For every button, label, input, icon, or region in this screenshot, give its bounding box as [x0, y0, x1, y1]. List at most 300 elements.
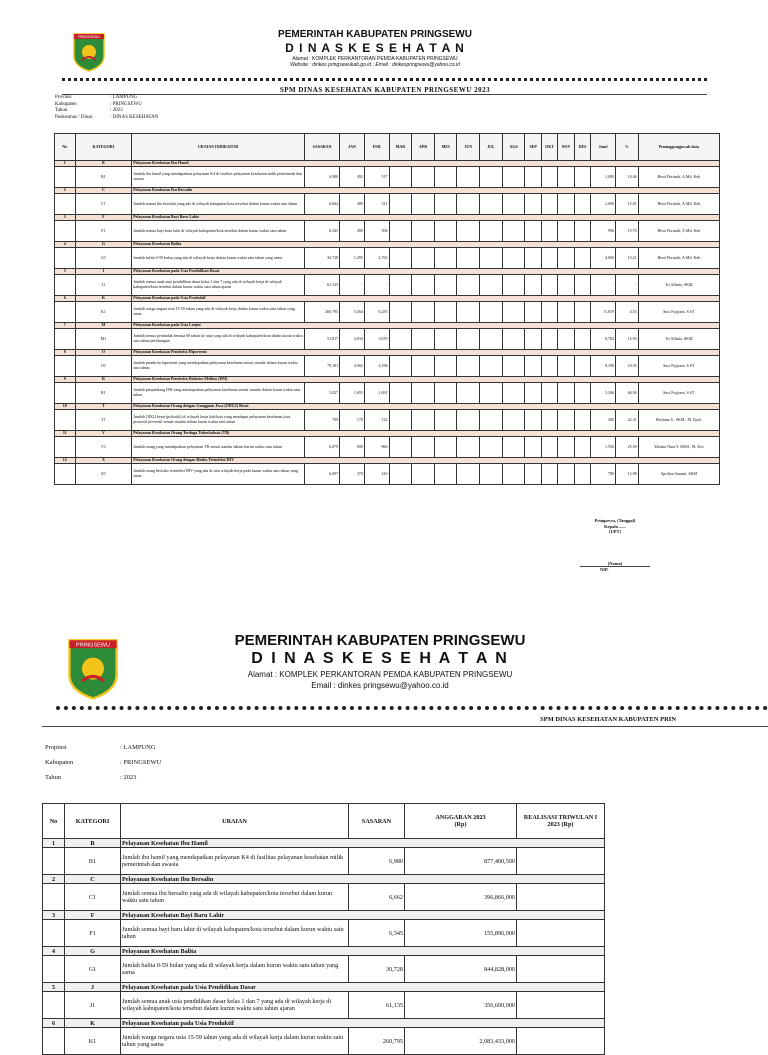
row-no: 5: [55, 269, 76, 275]
column-header: URAIAN INDIKATOR: [132, 134, 305, 161]
juml-value: 780: [591, 464, 616, 485]
dept-title: D I N A S K E S E H A T A N: [251, 650, 509, 667]
meta-label: Tahun: [45, 774, 62, 781]
indicator-row: [55, 194, 720, 215]
month-empty: [457, 329, 480, 350]
month-empty: [541, 275, 557, 296]
month-empty: [480, 167, 503, 188]
indicator-row: [43, 848, 605, 875]
month-empty: [412, 194, 435, 215]
pringsewu-logo-icon: [66, 634, 120, 700]
category-row: [43, 839, 605, 848]
meta-row: [55, 95, 138, 102]
month-empty: [389, 437, 412, 458]
category-code: O: [75, 350, 132, 356]
meta-label: Provinsi: [55, 95, 72, 100]
month-empty: [502, 221, 525, 242]
month-empty: [558, 167, 574, 188]
pct-value: 10.35: [615, 356, 638, 377]
row-no-empty: [55, 437, 76, 458]
month-empty: [558, 275, 574, 296]
sasaran-value: 79,181: [305, 356, 340, 377]
column-header: OKT: [541, 134, 557, 161]
anggaran-value: 155,896,000: [405, 920, 517, 947]
meta-label: Kabupaten: [55, 101, 77, 107]
month-empty: [502, 329, 525, 350]
row-no-empty: [55, 275, 76, 296]
header-divider: [62, 78, 707, 81]
column-header: Penanggungjawab data: [638, 134, 719, 161]
month-empty: [502, 275, 525, 296]
indicator-desc: Jumlah semua ibu bersalin yang ada di wilayah kabupaten/kota tersebut dalam kurun waktu satu tahun: [121, 884, 349, 911]
month-empty: [502, 383, 525, 404]
meta-value: : LAMPUNG: [120, 744, 156, 751]
month-empty: [457, 194, 480, 215]
row-no-empty: [55, 167, 76, 188]
jan-value: 3,034: [340, 329, 365, 350]
juml-value: 6,704: [591, 329, 616, 350]
anggaran-value: 396,866,000: [405, 884, 517, 911]
month-empty: [434, 248, 457, 269]
indicator-desc: Jumlah warga negara usia 15-59 tahun yang ada di wilayah kerja dalam kurun waktu satu tahun yang sama: [121, 1028, 349, 1055]
category-code: K: [75, 296, 132, 302]
indicator-row: [55, 221, 720, 242]
row-no: 3: [55, 215, 76, 221]
juml-value: 8,198: [591, 356, 616, 377]
row-no-empty: [55, 464, 76, 485]
feb-value: 3,670: [364, 329, 389, 350]
month-empty: [412, 329, 435, 350]
month-empty: [412, 383, 435, 404]
sasaran-value: 61,135: [305, 275, 340, 296]
anggaran-value: 844,828,000: [405, 956, 517, 983]
month-empty: [541, 167, 557, 188]
feb-value: 506: [364, 221, 389, 242]
juml-value: 3,346: [591, 383, 616, 404]
pj-value: Suci Fujiyani, S.ST: [638, 356, 719, 377]
indicator-desc: Jumlah orang yang mendapatkan pelayanan TB sesuai standar dalam kurun waktu satu tahun: [132, 437, 305, 458]
category-row: [43, 983, 605, 992]
sasaran-value: 260,795: [349, 1028, 405, 1055]
row-no-empty: [43, 848, 65, 875]
row-no-empty: [55, 410, 76, 431]
meta-block: [55, 95, 159, 121]
indicator-desc: Jumlah orang berisiko terinfeksi HIV yang ada di satu wilayah kerja pada kurun waktu satu tahun yang sama: [132, 464, 305, 485]
pct-value: 14.46: [615, 167, 638, 188]
column-header: Juml: [591, 134, 616, 161]
sign-place-date: Pringsewu, (Tanggal): [594, 518, 636, 523]
month-empty: [434, 464, 457, 485]
pj-value: Yuliana Nina Y. SKM., M. Kes: [638, 437, 719, 458]
meta-value: : 2023: [120, 774, 137, 781]
category-title: Pelayanan Kesehatan Ibu Bersalin: [132, 188, 720, 194]
category-code: T: [75, 404, 132, 410]
indicator-row: [43, 884, 605, 911]
month-empty: [502, 464, 525, 485]
logo-text: PRINGSEWU: [76, 642, 110, 649]
month-empty: [574, 302, 590, 323]
column-header: DES: [574, 134, 590, 161]
month-empty: [541, 383, 557, 404]
meta-label: Tahun: [55, 108, 68, 114]
feb-value: 4,196: [364, 356, 389, 377]
meta-value: : DINAS KESEHATAN: [110, 114, 159, 120]
category-title: Pelayanan Kesehatan Balita: [121, 947, 605, 956]
indicator-desc: Jumlah semua ibu bersalin yang ada di wilayah kabupaten/kota tersebut dalam kurun waktu satu tahun: [132, 194, 305, 215]
indicator-code: T1: [75, 410, 132, 431]
column-header: SASARAN: [305, 134, 340, 161]
month-empty: [457, 437, 480, 458]
juml-value: 300: [591, 410, 616, 431]
indicator-desc: Jumlah ODGJ berat (psikotik) di wilayah kerja kab/kota yang mendapat pelayanan kesehatan jiwa promotif preventif sesuai standar dalam kurun waktu satu tahun: [132, 410, 305, 431]
meta-row: [45, 755, 162, 770]
indicator-code: X1: [75, 464, 132, 485]
indicator-code: F1: [65, 920, 121, 947]
month-empty: [412, 275, 435, 296]
category-title: Pelayanan Kesehatan Orang dengan Risiko Terinfeksi HIV: [132, 458, 720, 464]
row-no: 6: [43, 1019, 65, 1028]
feb-value: 410: [364, 464, 389, 485]
month-empty: [457, 302, 480, 323]
feb-value: 122: [364, 410, 389, 431]
sign-role: Kepala ......: [604, 523, 626, 529]
indicator-desc: Jumlah warga negara usia 15-59 tahun yang ada di wilayah kerja dalam kurun waktu satu tahun yang sama: [132, 302, 305, 323]
category-title: Pelayanan Kesehatan Balita: [132, 242, 720, 248]
sasaran-value: 6,007: [305, 464, 340, 485]
category-code: G: [75, 242, 132, 248]
sasaran-value: 709: [305, 410, 340, 431]
month-empty: [389, 194, 412, 215]
meta-label: Propinsi: [45, 744, 67, 751]
month-empty: [574, 464, 590, 485]
indicator-desc: Jumlah penderita hipertensi yang mendapatkan pelayanan kesehatan sesuai standar dalam kurun waktu satu tahun: [132, 356, 305, 377]
category-code: B: [75, 161, 132, 167]
month-empty: [525, 275, 541, 296]
month-empty: [457, 167, 480, 188]
month-empty: [480, 221, 503, 242]
report-sheet-2: [0, 600, 768, 1048]
category-code: V: [75, 431, 132, 437]
column-header: REALISASI TRIWULAN I 2023 (Rp): [517, 804, 605, 839]
month-empty: [434, 194, 457, 215]
report-title: SPM DINAS KESEHATAN KABUPATEN PRIN: [540, 716, 677, 723]
month-empty: [541, 464, 557, 485]
row-no: 6: [55, 296, 76, 302]
jan-value: 178: [340, 410, 365, 431]
pj-value: Hesti Fitriasih, A.Md. Keb: [638, 248, 719, 269]
row-no: 11: [55, 431, 76, 437]
sasaran-value: 6,345: [349, 920, 405, 947]
month-empty: [525, 464, 541, 485]
pct-value: 66.56: [615, 383, 638, 404]
indicator-row: [55, 329, 720, 350]
indicator-row: [55, 248, 720, 269]
month-empty: [389, 248, 412, 269]
indicator-row: [55, 437, 720, 458]
category-title: Pelayanan Kesehatan Bayi Baru Lahir: [121, 911, 605, 920]
month-empty: [412, 356, 435, 377]
juml-value: 1,550: [591, 437, 616, 458]
sign-unit: (UPT): [609, 529, 621, 534]
category-title: Pelayanan Kesehatan Bayi Baru Lahir: [132, 215, 720, 221]
row-no: 4: [43, 947, 65, 956]
column-header: APR: [412, 134, 435, 161]
month-empty: [389, 302, 412, 323]
column-header: ANGGARAN 2023 (Rp): [405, 804, 517, 839]
month-empty: [525, 194, 541, 215]
realisasi-empty: [517, 920, 605, 947]
row-no-empty: [55, 383, 76, 404]
juml-value: 996: [591, 221, 616, 242]
feb-value: 860: [364, 437, 389, 458]
indicator-code: C1: [75, 194, 132, 215]
category-title: Pelayanan Kesehatan Penderita Hipertensi: [132, 350, 720, 356]
feb-value: 511: [364, 194, 389, 215]
category-code: J: [65, 983, 121, 992]
indicator-row: [55, 167, 720, 188]
month-empty: [541, 248, 557, 269]
category-code: X: [75, 458, 132, 464]
meta-row: [45, 740, 156, 755]
column-header: JUN: [457, 134, 480, 161]
row-no: 3: [43, 911, 65, 920]
column-header: No: [55, 134, 76, 161]
row-no-empty: [43, 956, 65, 983]
month-empty: [541, 302, 557, 323]
meta-value: : LAMPUNG: [110, 95, 138, 100]
month-empty: [574, 356, 590, 377]
month-empty: [525, 248, 541, 269]
month-empty: [525, 302, 541, 323]
row-no: 2: [43, 875, 65, 884]
month-empty: [434, 383, 457, 404]
column-header: FEB: [364, 134, 389, 161]
indicator-code: B1: [65, 848, 121, 875]
row-no-empty: [55, 221, 76, 242]
realisasi-empty: [517, 1028, 605, 1055]
indicator-code: M1: [75, 329, 132, 350]
pj-value: Suci Fujiyani, S.ST: [638, 383, 719, 404]
row-no-empty: [55, 302, 76, 323]
month-empty: [558, 410, 574, 431]
month-empty: [480, 437, 503, 458]
sign-name: (Nama): [607, 560, 623, 566]
anggaran-value: 2,083,433,000: [405, 1028, 517, 1055]
pct-value: 4.53: [615, 302, 638, 323]
title-underline: [42, 726, 768, 727]
signature-block: [580, 518, 650, 573]
month-empty: [558, 329, 574, 350]
indicator-desc: Jumlah semua bayi baru lahir di wilayah kabupaten/kota tersebut dalam kurun waktu satu tahun: [121, 920, 349, 947]
jan-value: 489: [340, 194, 365, 215]
month-empty: [558, 194, 574, 215]
anggaran-value: 877,400,500: [405, 848, 517, 875]
anggaran-value: 356,600,000: [405, 992, 517, 1019]
month-empty: [574, 248, 590, 269]
meta-row: [55, 108, 123, 115]
indicator-row: [55, 410, 720, 431]
jan-value: 4,002: [340, 356, 365, 377]
row-no: 1: [43, 839, 65, 848]
meta-value: : PRINGSEWU: [120, 759, 162, 766]
category-code: G: [65, 947, 121, 956]
category-title: Pelayanan Kesehatan pada Usia Pendidikan Dasar: [132, 269, 720, 275]
indicator-code: V1: [75, 437, 132, 458]
pct-value: 12.93: [615, 329, 638, 350]
indicator-code: G1: [65, 956, 121, 983]
month-empty: [434, 221, 457, 242]
month-empty: [480, 356, 503, 377]
category-code: M: [75, 323, 132, 329]
month-empty: [389, 464, 412, 485]
indicator-desc: Jumlah semua anak usia pendidikan dasar kelas 1 dan 7 yang ada di wilayah kerja di wilayah kabupaten/kota tersebut dalam kurun waktu satu tahun ajaran: [121, 992, 349, 1019]
pj-value: Tri Alfinia, SKM: [638, 275, 719, 296]
sasaran-value: 51,817: [305, 329, 340, 350]
month-empty: [480, 194, 503, 215]
month-empty: [389, 410, 412, 431]
indicator-desc: Jumlah semua anak usia pendidikan dasar kelas 1 dan 7 yang ada di wilayah kerja di wilayah kabupaten/kota tersebut dalam kurun waktu satu tahun ajaran: [132, 275, 305, 296]
category-code: F: [75, 215, 132, 221]
row-no-empty: [55, 329, 76, 350]
row-no: 1: [55, 161, 76, 167]
indicator-row: [55, 464, 720, 485]
juml-value: 4,060: [591, 248, 616, 269]
indicator-desc: Jumlah balita 0-59 bulan yang ada di wilayah kerja dalam kurun waktu satu tahun yang sama: [121, 956, 349, 983]
realisasi-empty: [517, 992, 605, 1019]
month-empty: [502, 194, 525, 215]
month-empty: [457, 464, 480, 485]
sasaran-value: 61,135: [349, 992, 405, 1019]
pct-value: 12.98: [615, 464, 638, 485]
category-title: Pelayanan Kesehatan Ibu Hamil: [132, 161, 720, 167]
title-underline: [62, 94, 707, 95]
jan-value: 492: [340, 167, 365, 188]
sasaran-value: 260,795: [305, 302, 340, 323]
feb-value: 1,691: [364, 383, 389, 404]
meta-row: [45, 770, 137, 785]
meta-row: [55, 101, 142, 109]
sasaran-value: 6,980: [305, 167, 340, 188]
feb-value: 2,765: [364, 248, 389, 269]
indicator-desc: Jumlah penyandang DM yang mendapatkan pelayanan kesehatan sesuai standar dalam kurun waktu satu tahun: [132, 383, 305, 404]
month-empty: [434, 437, 457, 458]
realisasi-empty: [517, 884, 605, 911]
month-empty: [558, 437, 574, 458]
category-code: J: [75, 269, 132, 275]
category-code: C: [75, 188, 132, 194]
month-empty: [574, 194, 590, 215]
month-empty: [502, 356, 525, 377]
month-empty: [541, 221, 557, 242]
month-empty: [525, 329, 541, 350]
category-code: K: [65, 1019, 121, 1028]
jan-value: 370: [340, 464, 365, 485]
month-empty: [525, 221, 541, 242]
month-empty: [502, 248, 525, 269]
meta-block: [45, 740, 162, 785]
category-title: Pelayanan Kesehatan pada Usia Produktif: [132, 296, 720, 302]
column-header: JAN: [340, 134, 365, 161]
indicator-code: R1: [75, 383, 132, 404]
juml-value: -: [591, 275, 616, 296]
column-header: %: [615, 134, 638, 161]
indicator-code: K1: [75, 302, 132, 323]
category-title: Pelayanan Kesehatan Orang Terduga Tuberkulosis (TB): [132, 431, 720, 437]
pj-value: Suci Fujiyani, S.ST: [638, 302, 719, 323]
email: Email : dinkes pringsewu@yahoo.co.id: [311, 681, 449, 690]
category-title: Pelayanan Kesehatan pada Usia Pendidikan Dasar: [121, 983, 605, 992]
row-no-empty: [43, 1028, 65, 1055]
sasaran-value: 6,980: [349, 848, 405, 875]
month-empty: [525, 437, 541, 458]
row-no: 5: [43, 983, 65, 992]
month-empty: [574, 383, 590, 404]
month-empty: [457, 221, 480, 242]
pj-value: Hesti Fitriasih, A.Md. Keb: [638, 167, 719, 188]
month-empty: [541, 437, 557, 458]
category-title: Pelayanan Kesehatan Orang dengan Gangguan Jiwa (ODGJ) Berat: [132, 404, 720, 410]
category-title: Pelayanan Kesehatan Ibu Bersalin: [121, 875, 605, 884]
month-empty: [502, 410, 525, 431]
realisasi-empty: [517, 956, 605, 983]
indicator-row: [43, 920, 605, 947]
spm-budget-table: [42, 803, 605, 1055]
month-empty: [412, 221, 435, 242]
month-empty: [480, 410, 503, 431]
month-empty: [558, 464, 574, 485]
jan-value: 1,655: [340, 383, 365, 404]
gov-title: PEMERINTAH KABUPATEN PRINGSEWU: [278, 29, 472, 40]
column-header: URAIAN: [121, 804, 349, 839]
row-no: 9: [55, 377, 76, 383]
sasaran-value: 6,345: [305, 221, 340, 242]
month-empty: [434, 329, 457, 350]
month-empty: [558, 302, 574, 323]
month-empty: [434, 356, 457, 377]
indicator-row: [43, 956, 605, 983]
month-empty: [574, 167, 590, 188]
indicator-desc: Jumlah semua bayi baru lahir di wilayah kabupaten/kota tersebut dalam kurun waktu satu tahun: [132, 221, 305, 242]
month-empty: [480, 275, 503, 296]
indicator-code: J1: [75, 275, 132, 296]
month-empty: [574, 329, 590, 350]
row-no: 8: [55, 350, 76, 356]
indicator-row: [55, 383, 720, 404]
month-empty: [558, 356, 574, 377]
month-empty: [574, 410, 590, 431]
feb-value: 517: [364, 167, 389, 188]
sasaran-value: 6,662: [349, 884, 405, 911]
month-empty: [502, 437, 525, 458]
column-header: JUL: [480, 134, 503, 161]
sasaran-value: 30,728: [349, 956, 405, 983]
month-empty: [574, 221, 590, 242]
indicator-desc: Jumlah balita 0-59 bulan yang ada di wilayah kerja dalam kurun waktu satu tahun yang sama: [132, 248, 305, 269]
column-header: AGS: [502, 134, 525, 161]
indicator-row: [43, 1028, 605, 1055]
month-empty: [434, 275, 457, 296]
month-empty: [558, 248, 574, 269]
realisasi-empty: [517, 848, 605, 875]
indicator-desc: Jumlah ibu hamil yang mendapatkan pelayanan K4 di fasilitas pelayanan kesehatan milik pemerintah dan swasta: [132, 167, 305, 188]
category-title: Pelayanan Kesehatan Penderita Diabetes Melitus (DM): [132, 377, 720, 383]
juml-value: 1,000: [591, 194, 616, 215]
jan-value: 490: [340, 221, 365, 242]
juml-value: 11,819: [591, 302, 616, 323]
header-divider: [56, 706, 768, 710]
month-empty: [434, 302, 457, 323]
sasaran-value: 6,079: [305, 437, 340, 458]
